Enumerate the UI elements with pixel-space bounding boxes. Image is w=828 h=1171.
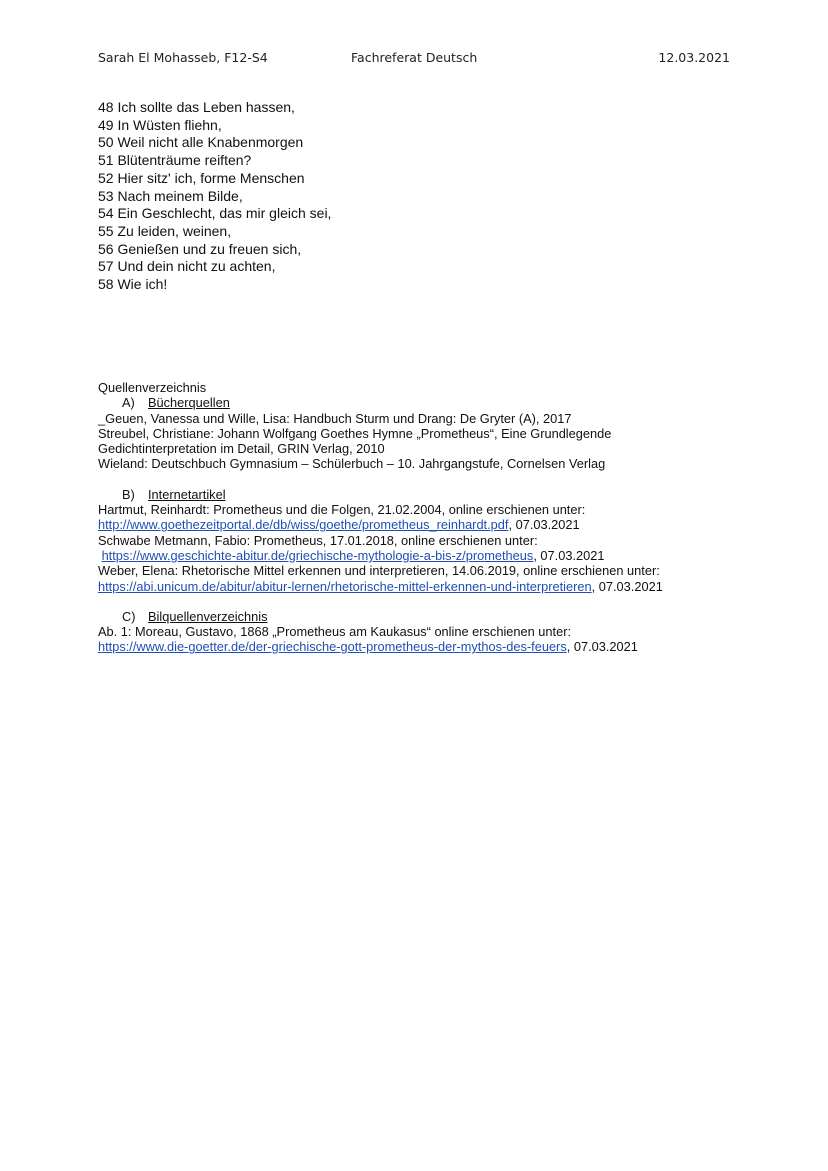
book-entry: Streubel, Christiane: Johann Wolfgang Goethes Hymne „Prometheus“, Eine Grundlegende	[98, 425, 612, 441]
internet-entry-3-link-line	[98, 579, 738, 594]
image-entry-1-link-line	[98, 639, 738, 654]
internet-entry-2-link-line	[98, 548, 738, 563]
image-link-1[interactable]: https://www.die-goetter.de/der-griechische-gott-prometheus-der-mythos-des-feuers	[98, 639, 567, 655]
internet-entry-1-text: Hartmut, Reinhardt: Prometheus und die Folgen, 21.02.2004, online erschienen unter:	[98, 502, 586, 518]
internet-letter: B)	[122, 486, 135, 502]
poem-line: 53 Nach meinem Bilde,	[98, 187, 243, 204]
header-date: 12.03.2021	[658, 50, 730, 65]
image-entry-1-text: Ab. 1: Moreau, Gustavo, 1868 „Prometheus am Kaukasus“ online erschienen unter:	[98, 624, 572, 640]
internet-entry-2-text: Schwabe Metmann, Fabio: Prometheus, 17.01.2018, online erschienen unter:	[98, 532, 538, 548]
book-entry: Gedichtinterpretation im Detail, GRIN Verlag, 2010	[98, 441, 385, 457]
books-heading	[98, 395, 738, 410]
poem-line: 57 Und dein nicht zu achten,	[98, 258, 276, 275]
sources-section	[98, 380, 738, 655]
poem-line: 55 Zu leiden, weinen,	[98, 222, 232, 239]
internet-date-1: , 07.03.2021	[508, 517, 580, 533]
books-letter: A)	[122, 395, 135, 411]
page-header	[98, 50, 730, 70]
internet-heading	[98, 487, 738, 502]
internet-entry-3-text: Weber, Elena: Rhetorische Mittel erkennen und interpretieren, 14.06.2019, online erschienen unter:	[98, 563, 660, 579]
poem-line: 51 Blütenträume reiften?	[98, 152, 252, 169]
header-subject: Fachreferat Deutsch	[351, 50, 478, 65]
book-entry: _Geuen, Vanessa und Wille, Lisa: Handbuch Sturm und Drang: De Gryter (A), 2017	[98, 410, 572, 426]
internet-link-2[interactable]: https://www.geschichte-abitur.de/griechische-mythologie-a-bis-z/prometheus	[101, 547, 534, 563]
poem-excerpt	[98, 99, 698, 294]
internet-date-3: , 07.03.2021	[591, 578, 663, 594]
poem-line: 54 Ein Geschlecht, das mir gleich sei,	[98, 205, 332, 222]
header-author: Sarah El Mohasseb, F12-S4	[98, 50, 268, 65]
images-heading	[98, 609, 738, 624]
images-label: Bilquellenverzeichnis	[148, 608, 268, 624]
poem-line: 50 Weil nicht alle Knabenmorgen	[98, 134, 304, 151]
poem-line: 49 In Wüsten fliehn,	[98, 116, 222, 133]
images-letter: C)	[122, 608, 136, 624]
internet-label: Internetartikel	[148, 486, 226, 502]
book-entry: Wieland: Deutschbuch Gymnasium – Schülerbuch – 10. Jahrgangstufe, Cornelsen Verlag	[98, 456, 606, 472]
image-date-1: , 07.03.2021	[566, 639, 638, 655]
poem-line: 56 Genießen und zu freuen sich,	[98, 240, 302, 257]
internet-link-3[interactable]: https://abi.unicum.de/abitur/abitur-lernen/rhetorische-mittel-erkennen-und-interpretieren	[98, 578, 592, 594]
poem-line: 48 Ich sollte das Leben hassen,	[98, 99, 295, 115]
poem-line: 58 Wie ich!	[98, 276, 168, 293]
poem-line: 52 Hier sitz' ich, forme Menschen	[98, 169, 305, 186]
internet-entry-1-link-line	[98, 517, 738, 532]
internet-date-2: , 07.03.2021	[533, 547, 605, 563]
internet-link-1[interactable]: http://www.goethezeitportal.de/db/wiss/goethe/prometheus_reinhardt.pdf	[98, 517, 509, 533]
books-label: Bücherquellen	[148, 395, 230, 411]
sources-title: Quellenverzeichnis	[98, 380, 207, 395]
